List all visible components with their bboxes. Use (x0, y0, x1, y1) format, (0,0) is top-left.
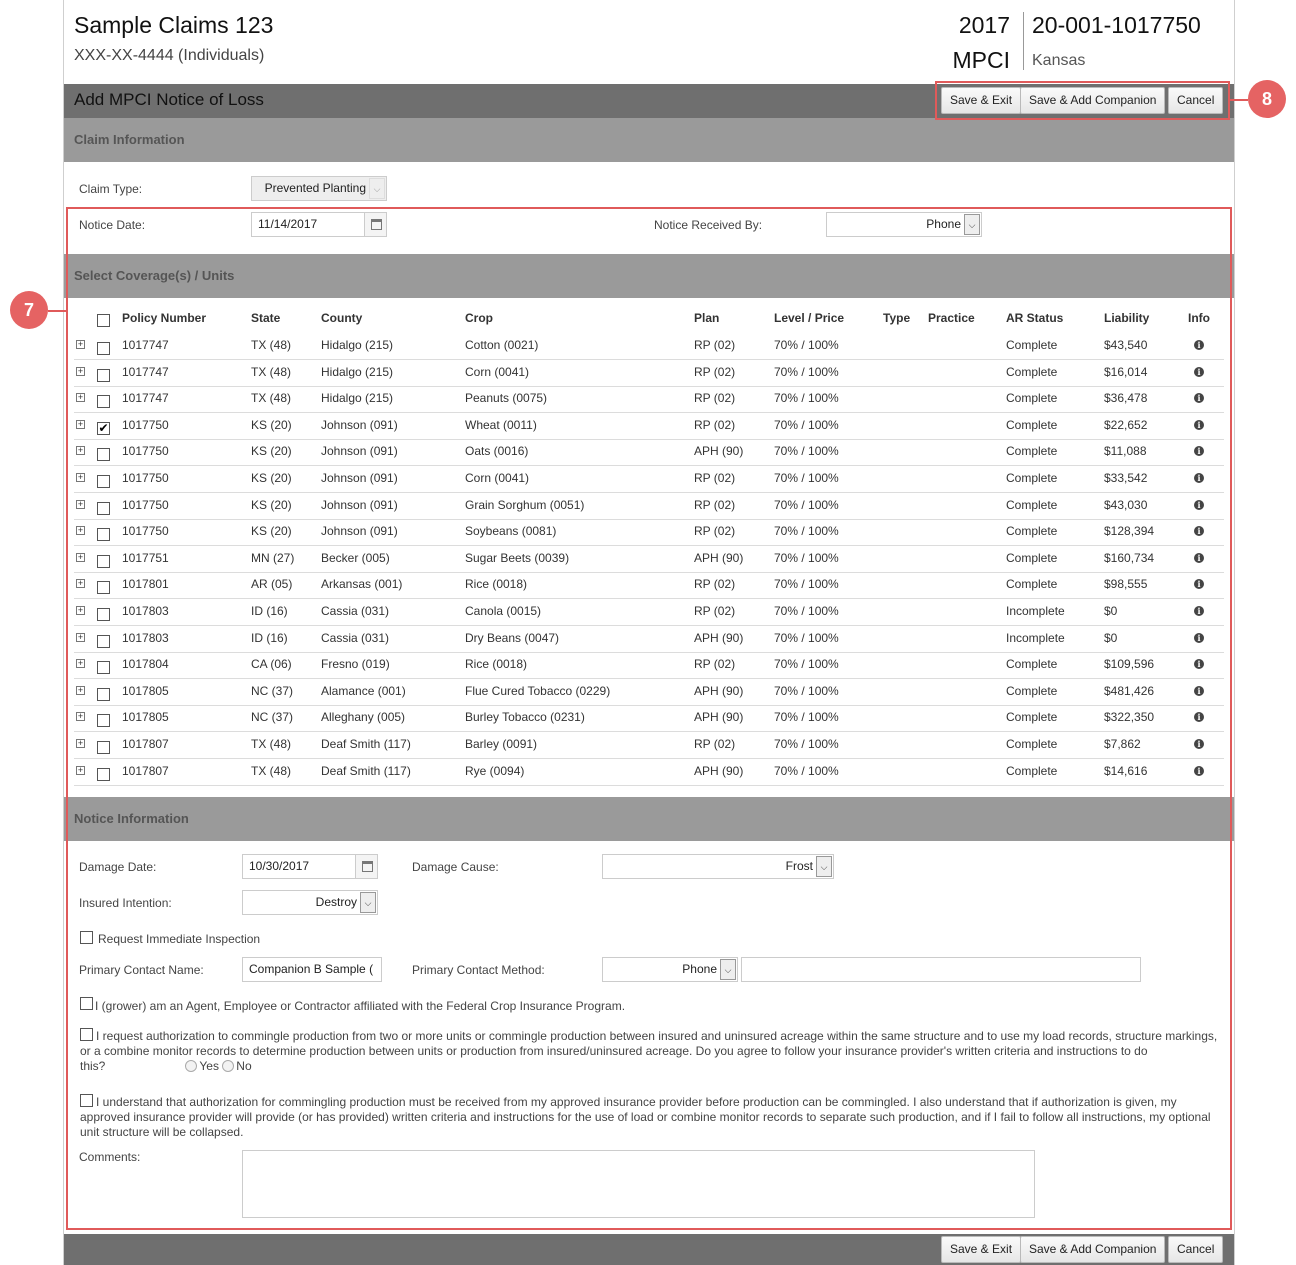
cell-level-price: 70% / 100% (774, 391, 839, 406)
cell-policy-number: 1017747 (122, 364, 169, 379)
cell-ar-status: Complete (1006, 338, 1058, 352)
no-radio[interactable] (222, 1060, 234, 1072)
expand-plus-icon[interactable]: + (77, 392, 84, 403)
cell-ar-status: Complete (1006, 391, 1058, 406)
comments-textarea[interactable] (242, 1150, 1035, 1218)
save-exit-button[interactable]: Save & Exit (941, 87, 1021, 114)
table-row[interactable] (74, 519, 1224, 546)
cell-plan: RP (02) (694, 737, 736, 751)
row-checkbox[interactable] (97, 714, 110, 727)
cell-county: Deaf Smith (117) (321, 763, 411, 778)
cell-level-price: 70% / 100% (774, 683, 839, 698)
cell-county: Deaf Smith (117) (321, 737, 411, 751)
header-divider (1023, 12, 1024, 70)
cell-ar-status: Complete (1006, 657, 1058, 672)
cell-state: TX (48) (251, 391, 292, 406)
table-row[interactable] (74, 705, 1224, 732)
table-row[interactable] (74, 360, 1224, 387)
page-title: Sample Claims 123 (74, 12, 274, 38)
cell-liability: $109,596 (1104, 657, 1155, 672)
cell-liability: $322,350 (1104, 710, 1155, 725)
yes-label: Yes (199, 1059, 219, 1073)
row-checkbox[interactable] (97, 741, 110, 754)
cell-policy-number: 1017750 (122, 497, 169, 512)
cell-liability: $98,555 (1104, 577, 1148, 592)
cell-state: KS (20) (251, 417, 292, 432)
cell-policy-number: 1017750 (122, 417, 169, 432)
calendar-icon[interactable] (364, 212, 387, 237)
expand-plus-icon[interactable]: + (77, 551, 84, 562)
expand-plus-icon[interactable]: + (77, 631, 84, 642)
cell-state: MN (27) (251, 550, 295, 565)
expand-plus-icon[interactable]: + (77, 339, 84, 349)
table-row[interactable] (74, 386, 1224, 413)
cell-policy-number: 1017803 (122, 630, 169, 645)
cell-crop: Corn (0041) (465, 471, 530, 485)
cell-county: Becker (005) (321, 550, 390, 565)
info-icon[interactable]: i (1194, 420, 1204, 430)
cell-plan: APH (90) (694, 763, 744, 778)
cell-level-price: 70% / 100% (774, 364, 839, 379)
annotation-badge-8: 8 (1248, 80, 1286, 118)
cell-level-price: 70% / 100% (774, 577, 839, 592)
table-row[interactable] (74, 732, 1224, 759)
info-icon[interactable]: i (1194, 526, 1204, 536)
cell-plan: RP (02) (694, 604, 736, 618)
cell-ar-status: Complete (1006, 524, 1058, 539)
cell-level-price: 70% / 100% (774, 471, 839, 485)
row-checkbox[interactable] (97, 688, 110, 701)
cell-level-price: 70% / 100% (774, 657, 839, 672)
cell-crop: Rice (0018) (465, 657, 528, 672)
row-checkbox[interactable] (97, 635, 110, 648)
cell-state: NC (37) (251, 683, 294, 698)
cell-liability: $128,394 (1104, 524, 1155, 539)
inspection-checkbox[interactable] (80, 931, 93, 944)
cell-liability: $33,542 (1104, 471, 1148, 485)
cell-county: Alleghany (005) (321, 710, 406, 725)
cancel-button-bottom[interactable]: Cancel (1168, 1236, 1223, 1263)
cell-state: ID (16) (251, 630, 288, 645)
cell-plan: APH (90) (694, 683, 744, 698)
cell-crop: Burley Tobacco (0231) (465, 710, 585, 725)
cell-liability: $16,014 (1104, 364, 1148, 379)
cell-plan: APH (90) (694, 710, 744, 725)
info-icon[interactable]: i (1194, 500, 1204, 510)
row-checkbox[interactable] (97, 342, 110, 355)
chevron-down-icon: ⌵ (964, 214, 980, 235)
cell-policy-number: 1017807 (122, 763, 169, 778)
table-row[interactable] (74, 759, 1224, 786)
row-checkbox[interactable] (97, 768, 110, 781)
cell-plan: APH (90) (694, 630, 744, 645)
col-type[interactable]: Type (883, 311, 911, 325)
cell-ar-status: Complete (1006, 364, 1058, 379)
cell-state: KS (20) (251, 497, 292, 512)
cell-ar-status: Incomplete (1006, 630, 1065, 645)
insured-intention-select[interactable] (242, 890, 378, 915)
section-title: Select Coverage(s) / Units (74, 268, 235, 283)
info-icon[interactable]: i (1194, 633, 1204, 643)
cell-plan: RP (02) (694, 524, 736, 539)
cell-liability: $0 (1104, 630, 1118, 645)
table-row[interactable] (74, 413, 1224, 440)
cell-policy-number: 1017747 (122, 338, 169, 352)
cell-crop: Canola (0015) (465, 604, 542, 618)
cell-policy-number: 1017751 (122, 550, 169, 565)
cell-county: Hidalgo (215) (321, 364, 394, 379)
primary-contact-method-label: Primary Contact Method: (412, 963, 545, 977)
cell-county: Johnson (091) (321, 417, 398, 432)
cell-state: AR (05) (251, 577, 293, 592)
cell-policy-number: 1017805 (122, 683, 169, 698)
cell-ar-status: Complete (1006, 763, 1058, 778)
insured-intention-value: Destroy (315, 895, 357, 909)
info-icon[interactable]: i (1194, 340, 1204, 350)
cell-policy-number: 1017804 (122, 657, 169, 672)
inspection-label: Request Immediate Inspection (98, 932, 261, 946)
expand-plus-icon[interactable]: + (77, 365, 84, 376)
no-label: No (236, 1059, 252, 1073)
info-icon[interactable]: i (1194, 712, 1204, 722)
cell-level-price: 70% / 100% (774, 550, 839, 565)
chevron-down-icon: ⌵ (816, 856, 832, 877)
cell-policy-number: 1017807 (122, 737, 169, 751)
notice-date-label: Notice Date: (79, 218, 146, 232)
row-checkbox[interactable] (97, 581, 110, 594)
cell-ar-status: Incomplete (1006, 604, 1065, 618)
info-icon[interactable]: i (1194, 367, 1204, 377)
table-row[interactable] (74, 599, 1224, 626)
cell-state: KS (20) (251, 471, 292, 485)
cell-county: Cassia (031) (321, 604, 390, 618)
cell-policy-number: 1017747 (122, 391, 169, 406)
notice-received-label: Notice Received By: (654, 218, 763, 232)
cell-crop: Corn (0041) (465, 364, 530, 379)
expand-plus-icon[interactable]: + (77, 578, 84, 589)
cell-crop: Peanuts (0075) (465, 391, 548, 406)
damage-date-input[interactable]: 10/30/2017 (242, 854, 356, 879)
expand-plus-icon[interactable]: + (77, 738, 84, 748)
primary-contact-method-value: Phone (682, 962, 717, 976)
cell-crop: Dry Beans (0047) (465, 630, 560, 645)
cell-ar-status: Complete (1006, 444, 1058, 459)
agent-statement: I (grower) am an Agent, Employee or Contractor affiliated with the Federal Crop Insurance Program. (95, 999, 626, 1013)
info-icon[interactable]: i (1194, 686, 1204, 696)
claim-information-section (64, 118, 1234, 162)
cell-county: Fresno (019) (321, 657, 390, 672)
section-title: Claim Information (74, 132, 185, 147)
cell-state: KS (20) (251, 444, 292, 459)
chevron-down-icon: ⌵ (360, 892, 376, 913)
cell-level-price: 70% / 100% (774, 497, 839, 512)
cell-policy-number: 1017750 (122, 444, 169, 459)
cancel-button[interactable]: Cancel (1168, 87, 1223, 114)
info-icon[interactable]: i (1194, 553, 1204, 563)
notice-received-value: Phone (926, 217, 961, 231)
col-plan[interactable]: Plan (694, 311, 720, 325)
expand-plus-icon[interactable]: + (77, 684, 84, 695)
cell-level-price: 70% / 100% (774, 338, 839, 352)
select-all-checkbox[interactable] (97, 314, 110, 327)
info-icon[interactable]: i (1194, 473, 1204, 483)
row-checkbox[interactable] (97, 608, 110, 621)
cell-liability: $22,652 (1104, 417, 1148, 432)
row-checkbox[interactable] (97, 395, 110, 408)
cell-liability: $11,088 (1104, 444, 1147, 459)
cell-crop: Soybeans (0081) (465, 524, 557, 539)
expand-plus-icon[interactable]: + (77, 418, 84, 429)
table-row[interactable] (74, 679, 1224, 706)
claim-type-value: Prevented Planting (264, 181, 366, 195)
cell-plan: RP (02) (694, 657, 736, 672)
cell-level-price: 70% / 100% (774, 604, 839, 618)
expand-plus-icon[interactable]: + (77, 764, 84, 775)
form-title: Add MPCI Notice of Loss (74, 90, 264, 109)
claim-state: Kansas (1032, 52, 1086, 69)
cell-ar-status: Complete (1006, 710, 1058, 725)
cell-level-price: 70% / 100% (774, 737, 839, 751)
chevron-down-icon: ⌵ (369, 178, 385, 199)
cell-state: CA (06) (251, 657, 292, 672)
table-row[interactable] (74, 493, 1224, 520)
cell-liability: $481,426 (1104, 683, 1155, 698)
commingle-understand-text: I understand that authorization for commingling production must be received from my approved insurance provider before production can be commingled. I also understand that if authorization is given, my approved insurance provider will provide (or has provided) written criteria and instructions for the use of load or combine monitor records to separate such production, and if I fail to follow all instructions, my optional unit structure will be collapsed. (80, 1095, 1211, 1139)
cell-liability: $0 (1104, 604, 1118, 618)
cell-ar-status: Complete (1006, 683, 1058, 698)
cell-plan: RP (02) (694, 391, 736, 406)
cell-state: NC (37) (251, 710, 294, 725)
row-checkbox[interactable] (97, 475, 110, 488)
cell-county: Hidalgo (215) (321, 338, 394, 352)
col-crop[interactable]: Crop (465, 311, 493, 325)
cell-ar-status: Complete (1006, 497, 1058, 512)
col-info: Info (1188, 311, 1210, 325)
calendar-icon[interactable] (355, 854, 378, 879)
row-checkbox[interactable]: ✔ (98, 420, 109, 435)
form-titlebar (64, 84, 1234, 118)
cell-policy-number: 1017750 (122, 524, 169, 539)
cell-plan: RP (02) (694, 471, 736, 485)
claim-type-label: Claim Type: (79, 182, 143, 196)
cell-liability: $14,616 (1104, 763, 1148, 778)
form-footer (64, 1234, 1234, 1265)
cell-crop: Rye (0094) (465, 763, 525, 778)
cell-level-price: 70% / 100% (774, 417, 839, 432)
notice-received-select[interactable] (826, 212, 982, 237)
expand-plus-icon[interactable]: + (77, 658, 84, 669)
notice-date-input[interactable]: 11/14/2017 (251, 212, 365, 237)
cell-level-price: 70% / 100% (774, 630, 839, 645)
cell-plan: APH (90) (694, 550, 744, 565)
cell-state: TX (48) (251, 338, 292, 352)
damage-date-label: Damage Date: (79, 860, 157, 874)
expand-plus-icon[interactable]: + (77, 711, 84, 722)
col-policy-number[interactable]: Policy Number (122, 311, 207, 325)
table-row[interactable] (74, 652, 1224, 679)
crop-year: 2017 (958, 12, 1010, 38)
row-checkbox[interactable] (97, 448, 110, 461)
cell-crop: Grain Sorghum (0051) (465, 497, 585, 512)
col-liability[interactable]: Liability (1104, 311, 1150, 325)
cell-ar-status: Complete (1006, 550, 1058, 565)
cell-plan: RP (02) (694, 417, 736, 432)
coverage-table-header (64, 305, 1234, 333)
col-level-price[interactable]: Level / Price (774, 311, 845, 325)
comments-label: Comments: (79, 1150, 141, 1164)
insured-intention-label: Insured Intention: (79, 896, 172, 910)
commingle-request-text (80, 1029, 1220, 1074)
info-icon[interactable]: i (1194, 606, 1204, 616)
notice-information-section (64, 797, 1234, 841)
cell-policy-number: 1017801 (122, 577, 169, 592)
cell-crop: Wheat (0011) (465, 417, 537, 432)
primary-contact-detail-input[interactable] (741, 957, 1141, 982)
table-row[interactable] (74, 626, 1224, 653)
cell-policy-number: 1017750 (122, 471, 169, 485)
claim-number: 20-001-1017750 (1032, 12, 1201, 38)
cell-crop: Rice (0018) (465, 577, 528, 592)
table-row[interactable] (74, 439, 1224, 466)
cell-policy-number: 1017805 (122, 710, 169, 725)
cell-state: TX (48) (251, 737, 292, 751)
cell-crop: Barley (0091) (465, 737, 538, 751)
cell-county: Johnson (091) (321, 524, 398, 539)
annotation-badge-7: 7 (10, 291, 48, 329)
cell-plan: RP (02) (694, 497, 736, 512)
cell-state: TX (48) (251, 364, 292, 379)
annotation-connector-7 (48, 310, 66, 312)
cell-crop: Flue Cured Tobacco (0229) (465, 683, 611, 698)
info-icon[interactable]: i (1194, 659, 1204, 669)
primary-contact-name-label: Primary Contact Name: (79, 963, 204, 977)
cell-ar-status: Complete (1006, 417, 1058, 432)
cell-liability: $43,030 (1104, 497, 1148, 512)
cell-level-price: 70% / 100% (774, 710, 839, 725)
col-state[interactable]: State (251, 311, 281, 325)
table-row[interactable] (74, 572, 1224, 599)
info-icon[interactable]: i (1194, 739, 1204, 749)
row-checkbox[interactable] (97, 661, 110, 674)
table-row[interactable] (74, 466, 1224, 493)
cell-county: Alamance (001) (321, 683, 406, 698)
info-icon[interactable]: i (1194, 766, 1204, 776)
save-add-companion-button[interactable]: Save & Add Companion (1020, 87, 1165, 114)
claim-type-select[interactable] (251, 176, 387, 201)
expand-plus-icon[interactable]: + (77, 525, 84, 536)
cell-liability: $36,478 (1104, 391, 1148, 406)
cell-policy-number: 1017803 (122, 604, 169, 618)
info-icon[interactable]: i (1194, 446, 1204, 456)
cell-county: Johnson (091) (321, 471, 398, 485)
primary-contact-method-select[interactable] (602, 957, 738, 982)
row-checkbox[interactable] (97, 502, 110, 515)
yes-radio[interactable] (185, 1060, 197, 1072)
primary-contact-name-input[interactable]: Companion B Sample ( (242, 957, 382, 982)
info-icon[interactable]: i (1194, 579, 1204, 589)
cell-state: TX (48) (251, 763, 292, 778)
cell-liability: $7,862 (1104, 737, 1141, 751)
cell-county: Johnson (091) (321, 444, 398, 459)
cell-crop: Sugar Beets (0039) (465, 550, 570, 565)
cell-state: KS (20) (251, 524, 292, 539)
row-checkbox[interactable] (97, 555, 110, 568)
cell-ar-status: Complete (1006, 577, 1058, 592)
damage-cause-select[interactable] (602, 854, 834, 879)
cell-state: ID (16) (251, 604, 288, 618)
coverage-section (64, 254, 1234, 298)
damage-cause-label: Damage Cause: (412, 860, 499, 874)
table-row[interactable] (74, 333, 1224, 360)
row-checkbox[interactable] (97, 528, 110, 541)
cell-plan: RP (02) (694, 364, 736, 379)
cell-county: Johnson (091) (321, 497, 398, 512)
cell-county: Arkansas (001) (321, 577, 403, 592)
chevron-down-icon: ⌵ (720, 959, 736, 980)
save-add-companion-button-bottom[interactable]: Save & Add Companion (1020, 1236, 1165, 1263)
commingle-request-label: I request authorization to commingle production from two or more units or commingle production between insured and uninsured acreage within the same structure and to use my load records, structure markings, or a combine monitor records to determine production between units or production from insured/uninsured acreage. Do you agree to follow your insurance provider's written criteria and instructions to do this? (80, 1029, 1218, 1073)
program-name: MPCI (952, 47, 1010, 73)
row-checkbox[interactable] (97, 369, 110, 382)
expand-plus-icon[interactable]: + (77, 445, 84, 456)
cell-county: Cassia (031) (321, 630, 390, 645)
annotation-connector-8 (1230, 99, 1248, 101)
cell-level-price: 70% / 100% (774, 763, 839, 778)
cell-liability: $43,540 (1104, 338, 1148, 352)
col-ar-status[interactable]: AR Status (1006, 311, 1064, 325)
col-county[interactable]: County (321, 311, 363, 325)
col-practice[interactable]: Practice (928, 311, 975, 325)
cell-county: Hidalgo (215) (321, 391, 394, 406)
cell-crop: Oats (0016) (465, 444, 529, 459)
cell-level-price: 70% / 100% (774, 444, 839, 459)
save-exit-button-bottom[interactable]: Save & Exit (941, 1236, 1021, 1263)
cell-plan: APH (90) (694, 444, 744, 459)
cell-plan: RP (02) (694, 338, 736, 352)
cell-crop: Cotton (0021) (465, 338, 539, 352)
cell-ar-status: Complete (1006, 737, 1058, 751)
info-icon[interactable]: i (1194, 393, 1204, 403)
expand-plus-icon[interactable]: + (77, 472, 84, 482)
section-title: Notice Information (74, 811, 189, 826)
page-subtitle: XXX-XX-4444 (Individuals) (74, 47, 265, 64)
damage-cause-value: Frost (785, 859, 813, 873)
expand-plus-icon[interactable]: + (77, 605, 84, 615)
cell-plan: RP (02) (694, 577, 736, 592)
cell-ar-status: Complete (1006, 471, 1058, 485)
expand-plus-icon[interactable]: + (77, 498, 84, 509)
agent-checkbox[interactable] (80, 997, 93, 1010)
cell-liability: $160,734 (1104, 550, 1155, 565)
page-frame (63, 0, 1235, 1265)
cell-level-price: 70% / 100% (774, 524, 839, 539)
table-row[interactable] (74, 546, 1224, 573)
